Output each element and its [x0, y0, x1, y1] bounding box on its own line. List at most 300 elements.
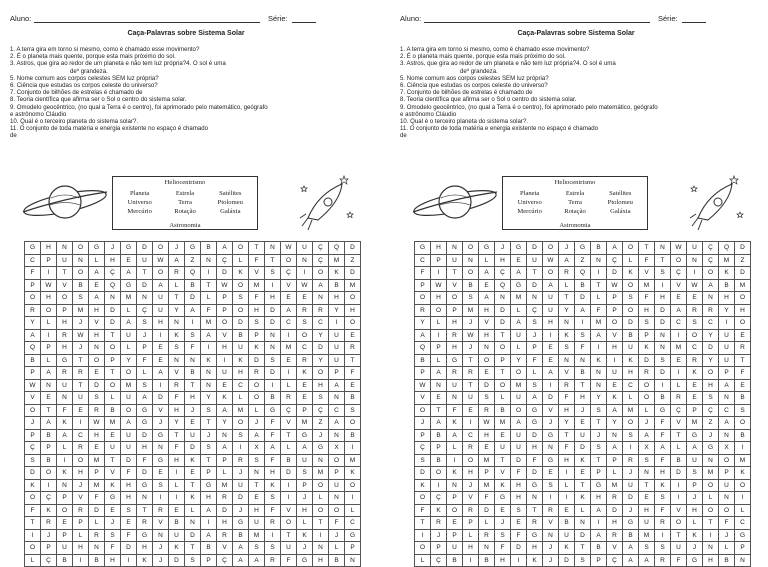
grid-cell[interactable]: R — [169, 380, 185, 393]
grid-cell[interactable]: Q — [105, 280, 121, 293]
grid-cell[interactable]: J — [543, 417, 559, 430]
grid-cell[interactable]: E — [153, 342, 169, 355]
grid-cell[interactable]: P — [297, 405, 313, 418]
grid-cell[interactable]: V — [559, 367, 575, 380]
grid-cell[interactable]: N — [169, 317, 185, 330]
grid-cell[interactable]: N — [329, 430, 345, 443]
grid-cell[interactable]: Ç — [41, 492, 57, 505]
grid-cell[interactable]: A — [559, 255, 575, 268]
grid-cell[interactable]: T — [559, 292, 575, 305]
grid-cell[interactable]: I — [25, 530, 41, 543]
grid-cell[interactable]: N — [559, 317, 575, 330]
grid-cell[interactable]: D — [559, 555, 575, 567]
grid-cell[interactable]: G — [297, 430, 313, 443]
grid-cell[interactable]: I — [543, 492, 559, 505]
grid-cell[interactable]: I — [655, 380, 671, 393]
grid-cell[interactable]: R — [415, 305, 431, 318]
grid-cell[interactable]: V — [671, 505, 687, 518]
grid-cell[interactable]: F — [639, 255, 655, 268]
grid-cell[interactable]: O — [543, 242, 559, 255]
grid-cell[interactable]: V — [447, 280, 463, 293]
grid-cell[interactable]: T — [265, 255, 281, 268]
grid-cell[interactable]: B — [671, 455, 687, 468]
grid-cell[interactable]: L — [249, 405, 265, 418]
grid-cell[interactable]: B — [655, 392, 671, 405]
grid-cell[interactable]: P — [735, 542, 751, 555]
grid-cell[interactable]: A — [655, 442, 671, 455]
grid-cell[interactable]: U — [447, 380, 463, 393]
grid-cell[interactable]: T — [639, 480, 655, 493]
grid-cell[interactable]: J — [495, 242, 511, 255]
grid-cell[interactable]: L — [41, 355, 57, 368]
grid-cell[interactable]: Y — [559, 417, 575, 430]
grid-cell[interactable]: R — [345, 342, 361, 355]
grid-cell[interactable]: J — [73, 480, 89, 493]
grid-cell[interactable]: V — [281, 505, 297, 518]
grid-cell[interactable]: Ç — [217, 255, 233, 268]
grid-cell[interactable]: H — [89, 330, 105, 343]
grid-cell[interactable]: D — [735, 267, 751, 280]
grid-cell[interactable]: G — [137, 480, 153, 493]
grid-cell[interactable]: V — [249, 267, 265, 280]
grid-cell[interactable]: A — [575, 305, 591, 318]
grid-cell[interactable]: U — [511, 330, 527, 343]
grid-cell[interactable]: P — [431, 342, 447, 355]
grid-cell[interactable]: I — [655, 280, 671, 293]
grid-cell[interactable]: W — [479, 417, 495, 430]
grid-cell[interactable]: T — [281, 430, 297, 443]
grid-cell[interactable]: A — [431, 417, 447, 430]
grid-cell[interactable]: L — [495, 392, 511, 405]
grid-cell[interactable]: L — [57, 442, 73, 455]
grid-cell[interactable]: L — [575, 505, 591, 518]
grid-cell[interactable]: P — [137, 342, 153, 355]
grid-cell[interactable]: W — [415, 380, 431, 393]
grid-cell[interactable]: C — [719, 405, 735, 418]
grid-cell[interactable]: R — [447, 367, 463, 380]
grid-cell[interactable]: A — [719, 380, 735, 393]
grid-cell[interactable]: U — [527, 255, 543, 268]
grid-cell[interactable]: J — [463, 342, 479, 355]
grid-cell[interactable]: F — [495, 542, 511, 555]
grid-cell[interactable]: O — [735, 480, 751, 493]
grid-cell[interactable]: F — [415, 505, 431, 518]
grid-cell[interactable]: D — [575, 442, 591, 455]
grid-cell[interactable]: S — [639, 455, 655, 468]
grid-cell[interactable]: M — [495, 417, 511, 430]
grid-cell[interactable]: K — [655, 480, 671, 493]
grid-cell[interactable]: G — [495, 492, 511, 505]
grid-cell[interactable]: R — [73, 505, 89, 518]
grid-cell[interactable]: G — [543, 430, 559, 443]
grid-cell[interactable]: B — [431, 455, 447, 468]
grid-cell[interactable]: D — [185, 530, 201, 543]
grid-cell[interactable]: R — [57, 330, 73, 343]
grid-cell[interactable]: O — [345, 480, 361, 493]
grid-cell[interactable]: E — [41, 392, 57, 405]
grid-cell[interactable]: L — [687, 517, 703, 530]
grid-cell[interactable]: N — [527, 292, 543, 305]
grid-cell[interactable]: O — [719, 505, 735, 518]
grid-cell[interactable]: T — [495, 330, 511, 343]
grid-cell[interactable]: R — [543, 505, 559, 518]
grid-cell[interactable]: K — [527, 555, 543, 567]
grid-cell[interactable]: G — [345, 530, 361, 543]
grid-cell[interactable]: D — [137, 430, 153, 443]
grid-cell[interactable]: I — [281, 480, 297, 493]
grid-cell[interactable]: R — [607, 492, 623, 505]
grid-cell[interactable]: Z — [345, 255, 361, 268]
grid-cell[interactable]: H — [137, 542, 153, 555]
grid-cell[interactable]: Ç — [137, 305, 153, 318]
grid-cell[interactable]: A — [121, 317, 137, 330]
grid-cell[interactable]: B — [591, 242, 607, 255]
grid-cell[interactable]: B — [719, 280, 735, 293]
grid-cell[interactable]: S — [265, 355, 281, 368]
grid-cell[interactable]: L — [671, 442, 687, 455]
grid-cell[interactable]: B — [185, 280, 201, 293]
grid-cell[interactable]: S — [591, 442, 607, 455]
grid-cell[interactable]: U — [329, 342, 345, 355]
grid-cell[interactable]: S — [249, 455, 265, 468]
grid-cell[interactable]: Ç — [703, 405, 719, 418]
grid-cell[interactable]: H — [73, 467, 89, 480]
grid-cell[interactable]: G — [527, 417, 543, 430]
grid-cell[interactable]: F — [735, 367, 751, 380]
grid-cell[interactable]: N — [329, 392, 345, 405]
grid-cell[interactable]: N — [57, 242, 73, 255]
grid-cell[interactable]: A — [25, 330, 41, 343]
grid-cell[interactable]: A — [687, 442, 703, 455]
grid-cell[interactable]: O — [703, 505, 719, 518]
grid-cell[interactable]: M — [121, 380, 137, 393]
grid-cell[interactable]: R — [431, 517, 447, 530]
grid-cell[interactable]: Z — [575, 255, 591, 268]
grid-cell[interactable]: H — [201, 492, 217, 505]
grid-cell[interactable]: U — [687, 455, 703, 468]
grid-cell[interactable]: O — [89, 355, 105, 368]
grid-cell[interactable]: U — [559, 530, 575, 543]
grid-cell[interactable]: F — [169, 442, 185, 455]
grid-cell[interactable]: S — [121, 505, 137, 518]
grid-cell[interactable]: T — [527, 267, 543, 280]
grid-cell[interactable]: U — [217, 367, 233, 380]
grid-cell[interactable]: N — [431, 380, 447, 393]
grid-cell[interactable]: C — [313, 317, 329, 330]
grid-cell[interactable]: T — [463, 380, 479, 393]
grid-cell[interactable]: Y — [169, 417, 185, 430]
grid-cell[interactable]: L — [479, 255, 495, 268]
grid-cell[interactable]: A — [527, 392, 543, 405]
grid-cell[interactable]: N — [249, 467, 265, 480]
grid-cell[interactable]: E — [671, 292, 687, 305]
grid-cell[interactable]: P — [105, 355, 121, 368]
grid-cell[interactable]: Ç — [703, 255, 719, 268]
grid-cell[interactable]: K — [249, 342, 265, 355]
grid-cell[interactable]: O — [249, 392, 265, 405]
grid-cell[interactable]: H — [527, 442, 543, 455]
grid-cell[interactable]: T — [73, 355, 89, 368]
grid-cell[interactable]: O — [249, 380, 265, 393]
grid-cell[interactable]: G — [735, 530, 751, 543]
grid-cell[interactable]: O — [313, 267, 329, 280]
grid-cell[interactable]: O — [671, 255, 687, 268]
grid-cell[interactable]: J — [463, 480, 479, 493]
grid-cell[interactable]: M — [511, 380, 527, 393]
grid-cell[interactable]: G — [687, 430, 703, 443]
grid-cell[interactable]: M — [89, 480, 105, 493]
grid-cell[interactable]: S — [313, 392, 329, 405]
grid-cell[interactable]: F — [121, 467, 137, 480]
grid-cell[interactable]: R — [57, 367, 73, 380]
grid-cell[interactable]: I — [511, 555, 527, 567]
grid-cell[interactable]: V — [671, 417, 687, 430]
grid-cell[interactable]: A — [89, 267, 105, 280]
grid-cell[interactable]: L — [121, 305, 137, 318]
grid-cell[interactable]: I — [153, 330, 169, 343]
grid-cell[interactable]: H — [591, 492, 607, 505]
grid-cell[interactable]: N — [719, 430, 735, 443]
grid-cell[interactable]: T — [415, 517, 431, 530]
grid-cell[interactable]: H — [527, 542, 543, 555]
grid-cell[interactable]: S — [297, 467, 313, 480]
grid-cell[interactable]: K — [185, 455, 201, 468]
grid-cell[interactable]: T — [105, 330, 121, 343]
grid-cell[interactable]: L — [169, 480, 185, 493]
grid-cell[interactable]: C — [73, 430, 89, 443]
grid-cell[interactable]: N — [201, 380, 217, 393]
grid-cell[interactable]: N — [479, 342, 495, 355]
grid-cell[interactable]: H — [735, 305, 751, 318]
grid-cell[interactable]: J — [233, 467, 249, 480]
grid-cell[interactable]: G — [57, 355, 73, 368]
grid-cell[interactable]: Y — [511, 355, 527, 368]
grid-cell[interactable]: N — [479, 542, 495, 555]
grid-cell[interactable]: Ç — [671, 267, 687, 280]
grid-cell[interactable]: U — [511, 430, 527, 443]
grid-cell[interactable]: L — [89, 517, 105, 530]
grid-cell[interactable]: O — [735, 317, 751, 330]
grid-cell[interactable]: F — [591, 305, 607, 318]
grid-cell[interactable]: J — [297, 492, 313, 505]
grid-cell[interactable]: F — [137, 455, 153, 468]
grid-cell[interactable]: E — [479, 367, 495, 380]
grid-cell[interactable]: L — [345, 505, 361, 518]
grid-cell[interactable]: B — [329, 280, 345, 293]
grid-cell[interactable]: K — [687, 530, 703, 543]
grid-cell[interactable]: V — [639, 267, 655, 280]
grid-cell[interactable]: F — [265, 417, 281, 430]
grid-cell[interactable]: N — [265, 342, 281, 355]
grid-cell[interactable]: U — [543, 292, 559, 305]
grid-cell[interactable]: P — [25, 280, 41, 293]
grid-cell[interactable]: V — [415, 392, 431, 405]
grid-cell[interactable]: O — [671, 517, 687, 530]
grid-cell[interactable]: B — [495, 405, 511, 418]
grid-cell[interactable]: E — [249, 492, 265, 505]
grid-cell[interactable]: L — [511, 342, 527, 355]
grid-cell[interactable]: F — [479, 492, 495, 505]
grid-cell[interactable]: S — [265, 492, 281, 505]
grid-cell[interactable]: O — [447, 505, 463, 518]
grid-cell[interactable]: O — [543, 267, 559, 280]
grid-cell[interactable]: O — [41, 467, 57, 480]
grid-cell[interactable]: O — [313, 367, 329, 380]
grid-cell[interactable]: C — [463, 430, 479, 443]
grid-cell[interactable]: S — [89, 392, 105, 405]
grid-cell[interactable]: I — [233, 442, 249, 455]
grid-cell[interactable]: C — [329, 405, 345, 418]
grid-cell[interactable]: B — [575, 280, 591, 293]
grid-cell[interactable]: J — [431, 530, 447, 543]
grid-cell[interactable]: D — [233, 317, 249, 330]
grid-cell[interactable]: P — [431, 442, 447, 455]
grid-cell[interactable]: D — [345, 267, 361, 280]
grid-cell[interactable]: T — [169, 292, 185, 305]
grid-cell[interactable]: F — [527, 355, 543, 368]
grid-cell[interactable]: T — [201, 455, 217, 468]
grid-cell[interactable]: F — [345, 367, 361, 380]
grid-cell[interactable]: P — [201, 467, 217, 480]
grid-cell[interactable]: L — [89, 255, 105, 268]
grid-cell[interactable]: I — [329, 317, 345, 330]
grid-cell[interactable]: T — [185, 542, 201, 555]
grid-cell[interactable]: A — [217, 242, 233, 255]
grid-cell[interactable]: H — [607, 517, 623, 530]
grid-cell[interactable]: J — [329, 530, 345, 543]
grid-cell[interactable]: D — [495, 305, 511, 318]
grid-cell[interactable]: O — [121, 405, 137, 418]
grid-cell[interactable]: P — [41, 255, 57, 268]
grid-cell[interactable]: Z — [703, 417, 719, 430]
grid-cell[interactable]: I — [591, 517, 607, 530]
grid-cell[interactable]: F — [25, 505, 41, 518]
grid-cell[interactable]: L — [185, 505, 201, 518]
grid-cell[interactable]: E — [671, 355, 687, 368]
grid-cell[interactable]: C — [671, 317, 687, 330]
grid-cell[interactable]: S — [249, 317, 265, 330]
grid-cell[interactable]: D — [185, 442, 201, 455]
grid-cell[interactable]: V — [281, 417, 297, 430]
grid-cell[interactable]: G — [105, 492, 121, 505]
grid-cell[interactable]: V — [495, 467, 511, 480]
grid-cell[interactable]: E — [543, 467, 559, 480]
grid-cell[interactable]: H — [495, 555, 511, 567]
grid-cell[interactable]: L — [719, 542, 735, 555]
grid-cell[interactable]: D — [495, 317, 511, 330]
grid-cell[interactable]: K — [329, 267, 345, 280]
grid-cell[interactable]: M — [607, 480, 623, 493]
grid-cell[interactable]: H — [297, 505, 313, 518]
grid-cell[interactable]: R — [687, 355, 703, 368]
grid-cell[interactable]: L — [591, 292, 607, 305]
grid-cell[interactable]: T — [559, 430, 575, 443]
grid-cell[interactable]: R — [25, 305, 41, 318]
grid-cell[interactable]: A — [543, 280, 559, 293]
grid-cell[interactable]: E — [297, 392, 313, 405]
grid-cell[interactable]: G — [591, 480, 607, 493]
grid-cell[interactable]: F — [447, 405, 463, 418]
grid-cell[interactable]: H — [105, 255, 121, 268]
grid-cell[interactable]: A — [121, 267, 137, 280]
grid-cell[interactable]: U — [297, 455, 313, 468]
grid-cell[interactable]: H — [623, 367, 639, 380]
grid-cell[interactable]: U — [543, 305, 559, 318]
grid-cell[interactable]: N — [265, 242, 281, 255]
grid-cell[interactable]: H — [479, 430, 495, 443]
grid-cell[interactable]: B — [233, 530, 249, 543]
grid-cell[interactable]: M — [329, 255, 345, 268]
grid-cell[interactable]: L — [639, 405, 655, 418]
grid-cell[interactable]: L — [623, 392, 639, 405]
grid-cell[interactable]: G — [297, 555, 313, 567]
grid-cell[interactable]: G — [527, 480, 543, 493]
grid-cell[interactable]: T — [201, 280, 217, 293]
grid-cell[interactable]: P — [527, 342, 543, 355]
grid-cell[interactable]: N — [329, 492, 345, 505]
grid-cell[interactable]: A — [41, 367, 57, 380]
grid-cell[interactable]: Ç — [607, 255, 623, 268]
grid-cell[interactable]: O — [639, 392, 655, 405]
grid-cell[interactable]: M — [249, 280, 265, 293]
grid-cell[interactable]: R — [169, 267, 185, 280]
grid-cell[interactable]: D — [543, 392, 559, 405]
grid-cell[interactable]: X — [249, 442, 265, 455]
grid-cell[interactable]: K — [415, 480, 431, 493]
grid-cell[interactable]: A — [543, 367, 559, 380]
grid-cell[interactable]: O — [511, 405, 527, 418]
grid-cell[interactable]: I — [575, 317, 591, 330]
grid-cell[interactable]: N — [703, 542, 719, 555]
grid-cell[interactable]: S — [495, 530, 511, 543]
grid-cell[interactable]: O — [25, 492, 41, 505]
grid-cell[interactable]: T — [57, 267, 73, 280]
grid-cell[interactable]: S — [169, 342, 185, 355]
grid-cell[interactable]: O — [607, 317, 623, 330]
grid-cell[interactable]: U — [105, 442, 121, 455]
grid-cell[interactable]: H — [511, 492, 527, 505]
grid-cell[interactable]: D — [89, 505, 105, 518]
grid-cell[interactable]: E — [447, 517, 463, 530]
grid-cell[interactable]: U — [137, 255, 153, 268]
grid-cell[interactable]: Ç — [313, 242, 329, 255]
grid-cell[interactable]: I — [41, 480, 57, 493]
grid-cell[interactable]: Y — [703, 355, 719, 368]
grid-cell[interactable]: L — [703, 492, 719, 505]
grid-cell[interactable]: I — [671, 480, 687, 493]
grid-cell[interactable]: N — [447, 392, 463, 405]
grid-cell[interactable]: N — [607, 430, 623, 443]
grid-cell[interactable]: J — [495, 517, 511, 530]
grid-cell[interactable]: T — [463, 355, 479, 368]
grid-cell[interactable]: I — [313, 530, 329, 543]
grid-cell[interactable]: D — [137, 242, 153, 255]
grid-cell[interactable]: P — [217, 305, 233, 318]
grid-cell[interactable]: G — [153, 430, 169, 443]
grid-cell[interactable]: G — [511, 280, 527, 293]
grid-cell[interactable]: Q — [329, 242, 345, 255]
grid-cell[interactable]: I — [703, 530, 719, 543]
grid-cell[interactable]: J — [169, 242, 185, 255]
grid-cell[interactable]: E — [431, 392, 447, 405]
grid-cell[interactable]: G — [89, 242, 105, 255]
grid-cell[interactable]: Ç — [495, 267, 511, 280]
grid-cell[interactable]: M — [623, 405, 639, 418]
grid-cell[interactable]: L — [607, 467, 623, 480]
grid-cell[interactable]: U — [233, 480, 249, 493]
grid-cell[interactable]: U — [511, 442, 527, 455]
grid-cell[interactable]: V — [169, 367, 185, 380]
